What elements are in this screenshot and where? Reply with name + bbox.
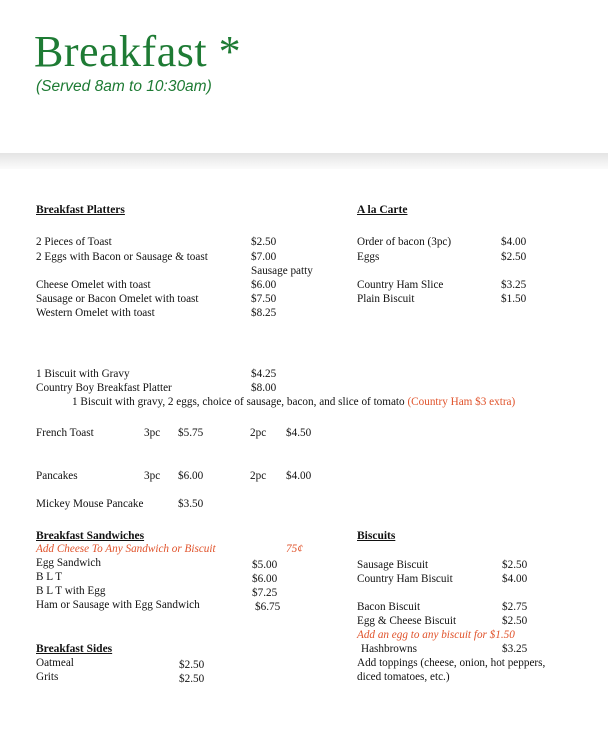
biscuit-item-price: $4.00 (502, 573, 528, 585)
alacarte-heading: A la Carte (357, 204, 408, 216)
sandwich-item-price: $5.00 (252, 559, 278, 571)
page-title: Breakfast * (34, 27, 242, 76)
pancakes-name: Pancakes (36, 470, 78, 482)
platter-item-price: $2.50 (251, 236, 277, 248)
pancakes-price-2: $4.00 (286, 470, 312, 482)
sandwiches-heading: Breakfast Sandwiches (36, 530, 145, 542)
sandwiches-cheese-note: Add Cheese To Any Sandwich or Biscuit (36, 543, 216, 555)
platters-heading: Breakfast Platters (36, 204, 125, 216)
platter-item-name: 2 Eggs with Bacon or Sausage & toast (36, 251, 208, 263)
sandwich-item-price: $7.25 (252, 587, 278, 599)
alacarte-item-price: $2.50 (501, 251, 527, 263)
french-toast-price-2: $4.50 (286, 427, 312, 439)
french-toast-name: French Toast (36, 427, 94, 439)
sandwich-item-name: B L T (36, 571, 63, 583)
sandwich-item-price: $6.75 (255, 601, 281, 613)
platter-item-price: $7.50 (251, 293, 277, 305)
alacarte-item-price: $3.25 (501, 279, 527, 291)
mickey-pancake-price: $3.50 (178, 498, 204, 510)
pancakes-qty-1: 3pc (144, 470, 161, 482)
sandwich-item-name: Egg Sandwich (36, 557, 101, 569)
platter-item-price: $6.00 (251, 279, 277, 291)
alacarte-item-name: Eggs (357, 251, 380, 263)
french-toast-qty-2: 2pc (250, 427, 267, 439)
biscuit-egg-note: Add an egg to any biscuit for $1.50 (357, 629, 515, 641)
country-platter-name: Country Boy Breakfast Platter (36, 382, 172, 394)
biscuits-heading: Biscuits (357, 530, 396, 542)
page-subtitle: (Served 8am to 10:30am) (36, 78, 212, 95)
country-platter-price: $8.00 (251, 382, 277, 394)
side-item-price: $2.50 (179, 673, 205, 685)
biscuit-item-name: Bacon Biscuit (357, 601, 421, 613)
biscuit-item-name: Country Ham Biscuit (357, 573, 453, 585)
platter-item-name: 2 Pieces of Toast (36, 236, 112, 248)
platter-item-price: $8.25 (251, 307, 277, 319)
biscuit-item-price: $2.50 (502, 559, 528, 571)
platter-item-note: Sausage patty (251, 265, 313, 277)
alacarte-item-name: Plain Biscuit (357, 293, 415, 305)
pancakes-price-1: $6.00 (178, 470, 204, 482)
biscuit-item-name: Egg & Cheese Biscuit (357, 615, 457, 627)
biscuit-item-price: $2.50 (502, 615, 528, 627)
pancakes-qty-2: 2pc (250, 470, 267, 482)
country-platter-desc-text: 1 Biscuit with gravy, 2 eggs, choice of sausage, bacon, and slice of tomato (72, 396, 405, 408)
alacarte-item-name: Country Ham Slice (357, 279, 444, 291)
country-platter-description (72, 396, 515, 409)
sandwiches-cheese-price: 75¢ (286, 543, 303, 555)
alacarte-item-name: Order of bacon (3pc) (357, 236, 452, 248)
french-toast-qty-1: 3pc (144, 427, 161, 439)
sides-heading: Breakfast Sides (36, 643, 113, 655)
biscuit-item-name: Sausage Biscuit (357, 559, 429, 571)
sandwich-item-price: $6.00 (252, 573, 278, 585)
side-item-name: Grits (36, 671, 59, 683)
platter-item-name: Cheese Omelet with toast (36, 279, 151, 291)
toppings-note-line-1: Add toppings (cheese, onion, hot peppers, (357, 657, 546, 669)
platter-item-name: Western Omelet with toast (36, 307, 155, 319)
platter-item-price: $7.00 (251, 251, 277, 263)
side-item-price: $2.50 (179, 659, 205, 671)
toppings-note-line-2: diced tomatoes, etc.) (357, 671, 450, 683)
alacarte-item-price: $1.50 (501, 293, 527, 305)
sandwich-item-name: Ham or Sausage with Egg Sandwich (36, 599, 200, 611)
biscuit-item-price: $2.75 (502, 601, 528, 613)
platter-item-name: Sausage or Bacon Omelet with toast (36, 293, 199, 305)
sandwich-item-name: B L T with Egg (36, 585, 106, 597)
page-divider (0, 153, 608, 169)
french-toast-price-1: $5.75 (178, 427, 204, 439)
hashbrowns-name: Hashbrowns (361, 643, 417, 655)
country-platter-extra: (Country Ham $3 extra) (407, 396, 516, 408)
gravy-biscuit-name: 1 Biscuit with Gravy (36, 368, 130, 380)
gravy-biscuit-price: $4.25 (251, 368, 277, 380)
alacarte-item-price: $4.00 (501, 236, 527, 248)
hashbrowns-price: $3.25 (502, 643, 528, 655)
side-item-name: Oatmeal (36, 657, 74, 669)
mickey-pancake-name: Mickey Mouse Pancake (36, 498, 144, 510)
